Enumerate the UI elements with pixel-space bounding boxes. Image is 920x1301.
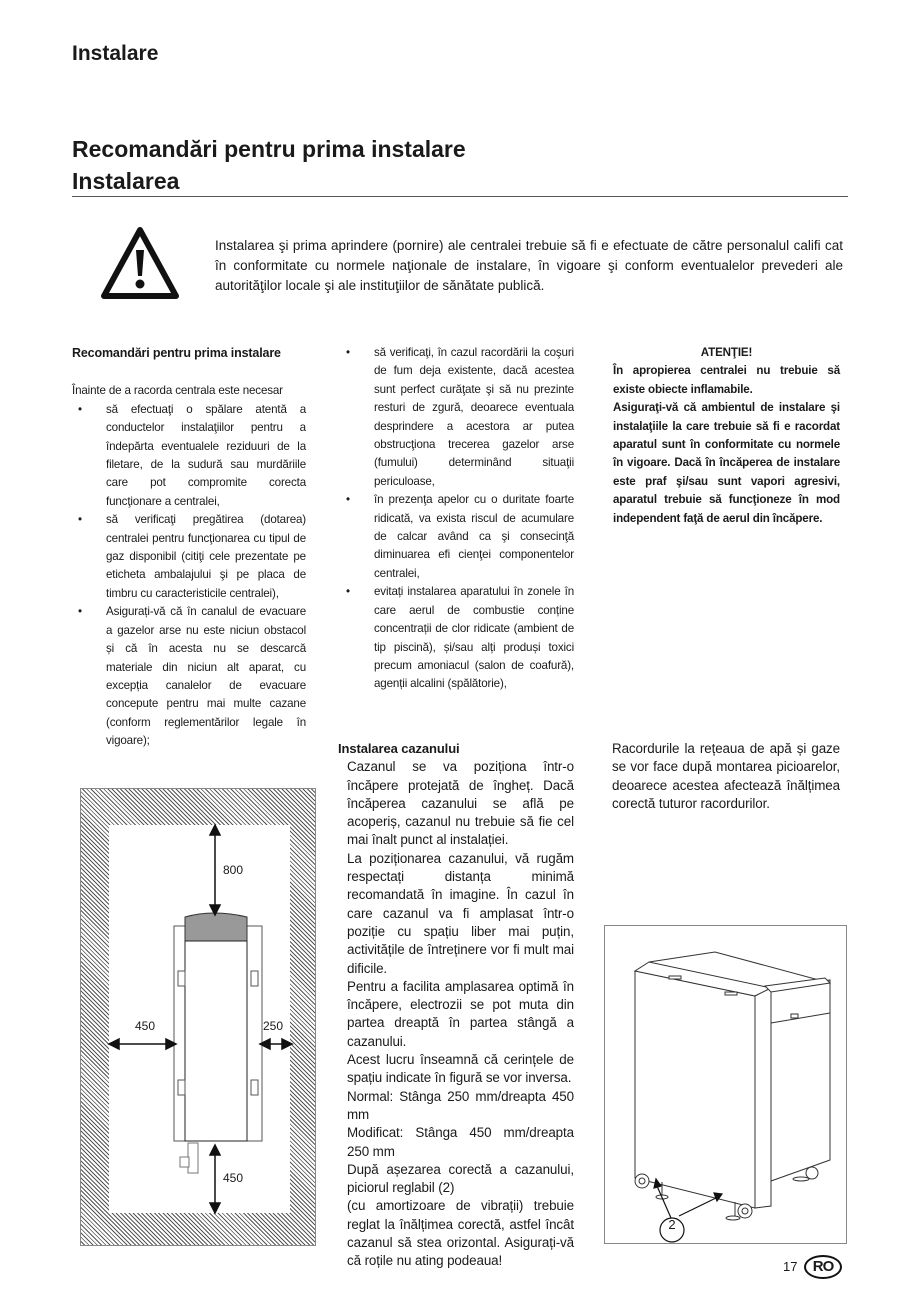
recommendations-lead: Înainte de a racorda centrala este necesar: [72, 384, 283, 398]
boiler-feet-figure: [604, 925, 847, 1244]
paragraph: Modificat: Stânga 450 mm/dreapta 250 mm: [347, 1125, 574, 1159]
paragraph: Acest lucru înseamnă că cerințele de spațiu indicate în figură se vor inversa.: [347, 1052, 574, 1086]
attention-box: [613, 344, 840, 528]
installation-section-continued: [612, 740, 840, 813]
page-number: 17: [783, 1259, 798, 1274]
paragraph: Pentru a facilita amplasarea optimă în încăpere, electrozii se pot muta din partea dreaptă în partea stângă a cazanului.: [347, 978, 574, 1049]
warning-triangle-icon: [100, 226, 180, 305]
callout-number: 2: [668, 1217, 676, 1232]
clearance-top-label: 800: [223, 863, 244, 877]
attention-text-1: În apropierea centralei nu trebuie să existe obiecte inflamabile.: [613, 364, 840, 396]
list-item: • Asigurați-vă că în canalul de evacuare a gazelor arse nu este niciun obstacol și că în acesta nu se descarcă materiale din niciun alt aparat, cu excepția canalelor de evacuare concepute pentru mai multe cazane (conform reglementărilor legale în vigoare);: [72, 603, 306, 750]
list-item: • în prezenţa apelor cu o duritate foarte ridicată, va exista riscul de acumulare de calcar având ca şi consecinţă diminuarea efi cienţei componentelor centralei,: [340, 491, 574, 583]
clearance-right-label: 250: [263, 1019, 284, 1033]
recommendations-heading: Recomandări pentru prima instalare: [72, 346, 281, 360]
list-item: • să efectuaţi o spălare atentă a conductelor instalaţiilor pentru a îndepărta eventualele reziduuri de la filetare, de la sudură sau murdăriile care pot compromite corecta funcţionare a centralei,: [72, 401, 306, 511]
installation-heading: Instalarea cazanului: [338, 741, 460, 756]
attention-heading: ATENŢIE!: [700, 346, 753, 359]
section-header: Instalare: [72, 42, 159, 65]
paragraph: La poziționarea cazanului, vă rugăm respectați distanța minimă recomandată în imagine. În cazul în care cazanul va fi amplasat într-o poziție cu spațiu liber mai puțin, activitățile de întreținere vor fi mult mai dificile.: [347, 850, 574, 976]
recommendations-column-2: [340, 344, 574, 694]
intro-warning-text: Instalarea şi prima aprindere (pornire) ale centralei trebuie să fi e efectuate de către personalul califi cat în conformitate cu normele naţionale de instalare, în vigoare şi conform eventualelor prevederi ale autorităţilor locale şi ale instituţiilor de sănătate publică.: [215, 238, 843, 293]
title-line-2: Instalarea: [72, 168, 180, 194]
page-title: [72, 133, 466, 197]
paragraph: Cazanul se va poziționa într-o încăpere protejată de îngheț. Dacă încăperea cazanului se află pe acoperiș, cazanul nu trebuie să fie cel mai înalt punct al instalației.: [347, 759, 574, 848]
installation-section: [338, 740, 574, 1271]
list-item: • să verificaţi, în cazul racordării la coşuri de fum deja existente, dacă acestea sunt perfect curăţate şi să nu prezinte resturi de zgură, deoarece eventuala desprindere a acestora ar putea obstrucţiona trecerea gazelor arse (fumului) determinând situaţii periculoase,: [340, 344, 574, 491]
paragraph: Normal: Stânga 250 mm/dreapta 450 mm: [347, 1088, 574, 1122]
clearance-diagram: [80, 788, 316, 1246]
recommendations-column-1: [72, 344, 306, 751]
paragraph: După așezarea corectă a cazanului, piciorul reglabil (2): [347, 1161, 574, 1196]
title-line-1: Recomandări pentru prima instalare: [72, 136, 466, 162]
list-item: • să verificaţi pregătirea (dotarea) centralei pentru funcţionarea cu tipul de gaz disponibil (citiţi cele prezentate pe eticheta ambalajului şi pe placa de timbru cu caracteristicile centralei),: [72, 511, 306, 603]
clearance-left-label: 450: [135, 1019, 156, 1033]
title-divider: [72, 196, 848, 197]
list-item: • evitați instalarea aparatului în zonele în care aerul de combustie conține concentrații de clor ridicate (ambient de tip piscină), și/sau alți produși toxici precum amoniacul (salon de coafură), agenții alcalini (spălătorie),: [340, 583, 574, 693]
language-badge: RO: [804, 1255, 842, 1279]
attention-text-2: Asiguraţi-vă că ambientul de instalare şi instalaţiile la care trebuie să fi e racordat aparatul sunt în conformitate cu normele în vigoare. Dacă în încăperea de instalare este praf şi/sau sunt vapori agresivi, aparatul trebuie să funcţioneze în mod independent faţă de aerul din încăpere.: [613, 401, 840, 525]
paragraph: Racordurile la rețeaua de apă și gaze se vor face după montarea picioarelor, deoarece acestea afectează înălțimea corectă tuturor racordurilor.: [612, 741, 840, 811]
paragraph: (cu amortizoare de vibrații) trebuie reglat la înălțimea corectă, astfel încât cazanul să stea orizontal. Asigurați-vă că roțile nu ating podeaua!: [347, 1198, 574, 1269]
clearance-bottom-label: 450: [223, 1171, 244, 1185]
